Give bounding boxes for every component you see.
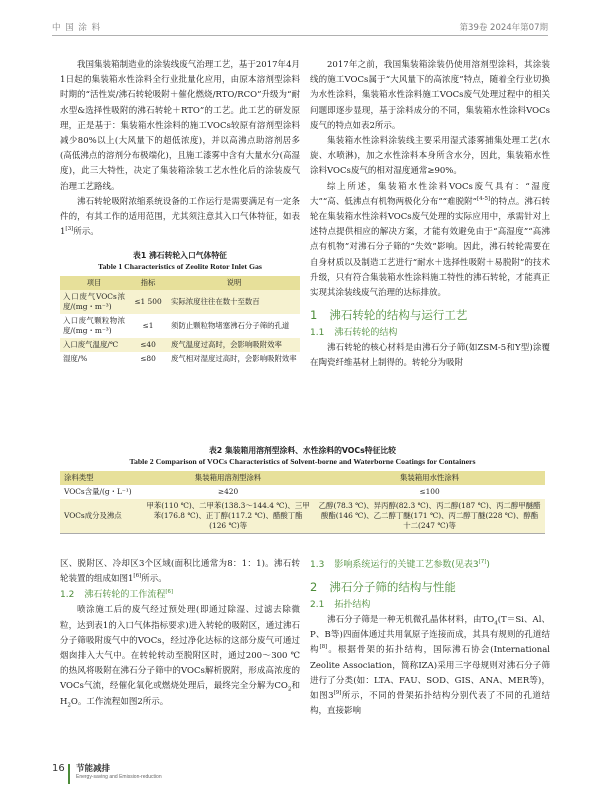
paragraph: 我国集装箱制造业的涂装线废气治理工艺，基于2017年4月1日起的集装箱水性涂料全行业批量化应用，由原本溶剂型涂料时期的“活性炭/沸石转轮吸附＋催化燃烧/RTO/RCO”升级为“耐水型&选择性吸附的沸石转轮＋RTO”的工艺。此工艺的研发原理，正是基于：集装箱水性涂料的施工VOCs较原有溶剂型涂料减少80%以上(大风量下的超低浓度)，并以高沸点助溶剂居多(高低沸点的溶剂分布极端化)，且施工漆雾中含有大量水分(高湿度)，此三大特性，决定了集装箱涂装工艺水性化后的涂装废气治理工艺路线。 (60, 60, 300, 192)
paragraph: 集装箱水性涂料涂装线主要采用湿式漆雾捕集处理工艺(水旋、水喷淋)，加之水性涂料本身所含水分，因此，集装箱水性涂料VOCs废气的相对湿度通常≥90%。 (310, 136, 550, 177)
table-row (60, 485, 545, 499)
table-row (60, 290, 300, 314)
subsection-heading: 1.2 沸石转轮的工作流程[6] (60, 589, 174, 601)
paragraph: 综上所述，集装箱水性涂料VOCs废气具有：“湿度大”“高、低沸点有机物两极化分布”“难脱附”[4-5]的特点。沸石转轮在集装箱水性涂料VOCs废气处理的实际应用中，承需针对上述特点提供相应的解决方案，才能有效避免由于“高湿度”“高沸点有机物”对沸石分子筛的“失效”影响。因此，沸石转轮需要在自身材质以及制造工艺进行“耐水＋选择性吸附＋易脱附”的技术升级，只有符合集装箱水性涂料施工特性的沸石转轮，才能真正实现其涂装线废气治理的达标排放。 (310, 181, 550, 299)
paragraph: 2017年之前，我国集装箱涂装仍使用溶剂型涂料，其涂装线的施工VOCs属于“大风量下的高浓度”特点，随着全行业切换为水性涂料，集装箱水性涂料施工VOCs废气处理过程中的相关问题即逐步显现，基于涂料成分的不同，集装箱水性涂料VOCs废气的特点如表2所示。 (310, 60, 550, 131)
column-name-en: Energy-saving and Emission-reduction (76, 774, 162, 780)
table-header-row (60, 471, 545, 485)
citation: [6] (133, 573, 142, 580)
table2-title-cn: 表2 集装箱用溶剂型涂料、水性涂料的VOCs特征比较 (209, 446, 396, 455)
table-cell: 入口废气颗粒物浓度/(mg・m⁻³) (60, 314, 128, 338)
paragraph: 沸石转轮的核心材料是由沸石分子筛(如ZSM-5和Y型)涂覆在陶瓷纤维基材上制得的。转轮分为吸附 (310, 343, 550, 369)
table-cell: 废气温度过高时，会影响吸附效率 (168, 338, 300, 352)
table-cell: 入口废气温度/℃ (60, 338, 128, 352)
subsection-heading: 1.3 影响系统运行的关键工艺参数(见表3[7]) (310, 559, 490, 570)
table-row (60, 338, 300, 352)
table-row (60, 352, 300, 366)
citation: [7] (478, 559, 487, 565)
table-cell: 乙醇(78.3 ℃)、异丙醇(82.3 ℃)、丙二醇(187 ℃)、丙二醇甲醚醋酸酯(146 ℃)、乙二醇丁醚(171 ℃)、丙二醇丁醚(228 ℃)、醇酯十二(247 ℃)等 (314, 499, 545, 534)
table-row (60, 314, 300, 338)
subsection-heading: 2.1 拓扑结构 (310, 600, 371, 610)
section-heading: 1 沸石转轮的结构与运行工艺 (310, 308, 468, 323)
citation: [9] (333, 690, 342, 697)
subsection-heading: 1.1 沸石转轮的结构 (310, 328, 398, 339)
table-header-row (60, 276, 300, 290)
table-cell: ≥420 (142, 485, 314, 499)
left-column-upper (60, 58, 300, 366)
citation: [4-5] (477, 196, 491, 202)
left-column-lower (60, 557, 300, 710)
section-heading: 2 沸石分子筛的结构与性能 (310, 580, 456, 594)
table-cell: 废气相对湿度过高时，会影响吸附效率 (168, 352, 300, 366)
citation: [3] (65, 226, 74, 233)
table-cell: ≤1 (128, 314, 168, 338)
table-header: 说明 (168, 276, 300, 290)
paragraph: 喷涂施工后的废气经过预处理(即通过除湿、过滤去除微粒，达到表1的入口气体指标要求)进入转轮的吸附区，通过沸石分子筛吸附废气中的VOCs，经过净化达标的这部分废气可通过烟囱排入大气中。在转轮转动至脱附区时，通过200～300 ℃的热风将吸附在沸石分子筛中的VOCs解析脱附，形成高浓度的VOCs气流，经催化氧化或燃烧处理后，最终完全分解为$CO_2$和$H_2O$。工作流程如图2所示。 (60, 605, 300, 709)
page-footer (52, 763, 548, 793)
table-cell: ≤80 (128, 352, 168, 366)
table-row (60, 499, 545, 534)
table2-title-en: Table 2 Comparison of VOCs Characteristics of Solvent-borne and Waterborne Coatings for Containers (129, 457, 476, 466)
right-column-upper (310, 58, 550, 372)
issue-info: 第39卷 2024年第07期 (459, 23, 548, 33)
table-cell: 实际浓度往往在数十至数百 (168, 290, 300, 314)
journal-name: 中 国 涂 料 (52, 23, 102, 33)
footer-divider (68, 764, 70, 784)
column-name: 节能减排 (76, 764, 111, 774)
table1-caption (60, 250, 300, 272)
citation: [6] (165, 589, 174, 596)
paragraph: 沸石转轮吸附浓缩系统设备的工作运行是需要满足有一定条件的，有其工作的适用范围，尤其须注意其入口气体特征，如表1[3]所示。 (60, 196, 300, 238)
table1-title-cn: 表1 沸石转轮入口气体特征 (133, 251, 227, 261)
table-cell: VOCs成分及沸点 (60, 499, 142, 534)
table2-block (60, 445, 545, 534)
table-cell: ≤100 (314, 485, 545, 499)
table1-title-en: Table 1 Characteristics of Zeolite Rotor Inlet Gas (98, 262, 262, 272)
table-header: 涂料类型 (60, 471, 142, 485)
table-cell: 湿度/% (60, 352, 128, 366)
page-number: 16 (52, 763, 65, 774)
table-cell: ≤1 500 (128, 290, 168, 314)
table-cell: ≤40 (128, 338, 168, 352)
page-header (0, 0, 600, 40)
table1 (60, 276, 300, 366)
table-header: 指标 (128, 276, 168, 290)
citation: [8] (319, 644, 328, 651)
paragraph: 区、脱附区、冷却区3个区域(面积比通常为8：1：1)。沸石转轮装置的组成如图1[6]所示。 (60, 559, 300, 585)
table2-caption (60, 445, 545, 467)
table-cell: 须防止颗粒物堵塞沸石分子筛的孔道 (168, 314, 300, 338)
table-cell: 入口废气VOCs浓度/(mg・m⁻³) (60, 290, 128, 314)
table-cell: VOCs含量/(g・L⁻¹) (60, 485, 142, 499)
paragraph: 沸石分子筛是一种无机微孔晶体材料，由$TO_4(T=Si$、Al、P、B等)四面体通过共用氧原子连接而成，其具有规则的孔道结构[8]。根据骨架的拓扑结构，国际沸石协会(International Zeolite Association，简称IZA)采用三字母规则对沸石分子筛进行了分类(如：LTA、FAU、SOD、GIS、ANA、MER等)，如图3[9]所示，不同的骨架拓扑结构分别代表了不同的孔道结构，直接影响 (310, 615, 551, 717)
table2 (60, 471, 545, 534)
table-cell: 甲苯(110 ℃)、二甲苯(138.3～144.4 ℃)、三甲苯(176.8 ℃)、正丁醇(117.2 ℃)、醋酸丁酯(126 ℃)等 (142, 499, 314, 534)
table-header: 项目 (60, 276, 128, 290)
header-rule (52, 35, 548, 36)
table-header: 集装箱用水性涂料 (314, 471, 545, 485)
right-column-lower (310, 557, 550, 719)
table-header: 集装箱用溶剂型涂料 (142, 471, 314, 485)
